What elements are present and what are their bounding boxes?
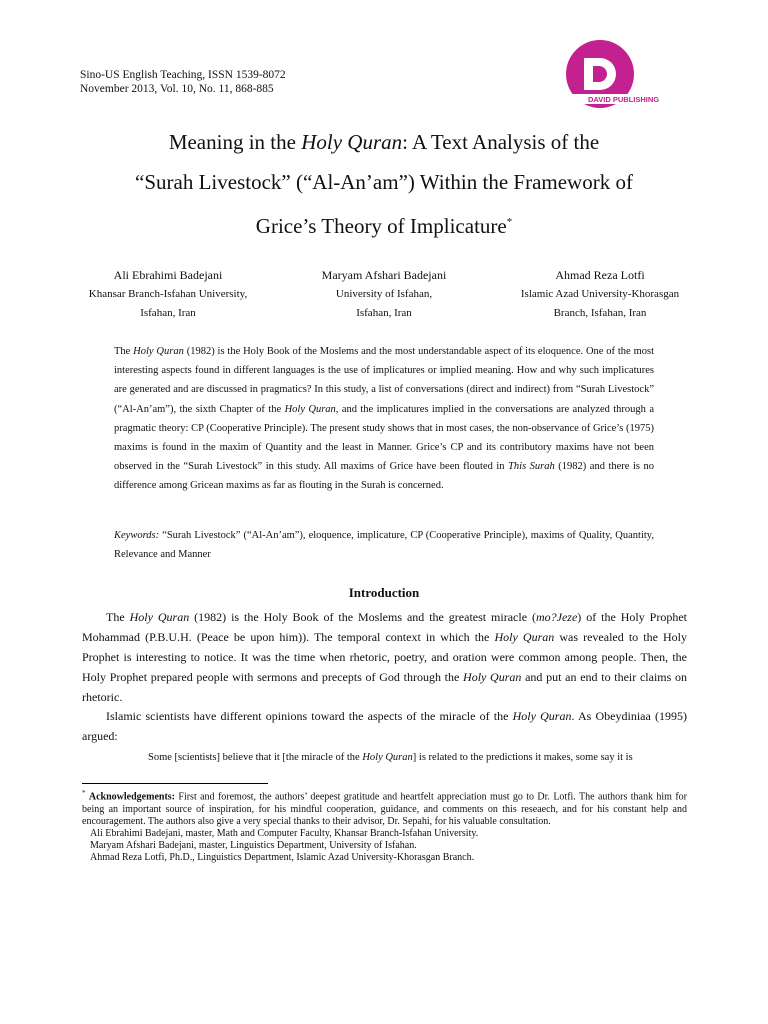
- author-list: [60, 266, 708, 323]
- keywords: Keywords: “Surah Livestock” (“Al-An’am”), eloquence, implicature, CP (Cooperative Principle), maxims of Quality, Quantity, Relevance and Manner: [114, 530, 654, 560]
- author-3: Ahmad Reza Lotfi Islamic Azad University-Khorasgan Branch, Isfahan, Iran: [520, 268, 680, 319]
- intro-paragraph-1: The Holy Quran (1982) is the Holy Book of the Moslems and the greatest miracle (mo?Jeze) of the Holy Prophet Mohammad (P.B.U.H. (Peace be upon him)). The temporal context in which the Holy Quran was revealed to the Holy Prophet is interesting to notice. It was the time when rhetoric, poetry, and oration were common among people. Then, the Holy Prophet prepared people with sermons and precepts of God through the Holy Quran and put an end to their claims on rhetoric.: [82, 610, 688, 704]
- abstract: The Holy Quran (1982) is the Holy Book of the Moslems and the most understandable aspect of its eloquence. One of the most interesting aspects found in different languages is the use of implicatures or implied meaning. How and why such implicatures are generated and are discussed in pragmatics? In this study, a list of conversations (direct and indirect) from “Surah Livestock” (“Al-An’am”), the sixth Chapter of the Holy Quran, and the implicatures implied in the conversations are analyzed through a pragmatic theory: CP (Cooperative Principle). The present study shows that in most cases, the non-observance of Grice’s (1975) maxims is found in the maxim of Quantity and the least in Manner. Grice’s CP and its contributory maxims have not been observed in the “Surah Livestock” in this study. All maxims of Grice have been flouted in This Surah (1982) and there is no difference among Gricean maxims as far as flouting in the Surah is concerned.: [114, 346, 654, 492]
- footnote-label: Acknowledgements:: [88, 791, 175, 803]
- publisher-logo: [562, 38, 702, 108]
- block-quote: Some [scientists] believe that it [the miracle of the Holy Quran] is related to the predictions it makes, some say it is: [148, 752, 633, 763]
- keywords-label: Keywords:: [114, 530, 160, 541]
- footnote: * Acknowledgements: First and foremost, the authors’ deepest gratitude and heartfelt appreciation must go to Dr. Lotfi. The authors thank him for being an important source of inspiration, for his mindful cooperation, guidance, and comments on this reseaech, and for his constant help and encouragement. The authors also give a very special thanks to their advisor, Dr. Sepahi, for his valuable consultation. Ali Ebrahimi Badejani, master, Math and Computer Faculty, Khansar Branch-Isfahan University. Maryam Afshari Badejani, master, Linguistics Department, University of Isfahan. Ahmad Reza Lotfi, Ph.D., Linguistics Department, Islamic Azad University-Khorasgan Branch.: [82, 789, 687, 864]
- paper-title: Meaning in the Holy Quran: A Text Analysis of the “Surah Livestock” (“Al-An’am”) Within the Framework of Grice’s Theory of Implicature*: [135, 130, 633, 238]
- footnote-author-3: Ahmad Reza Lotfi, Ph.D., Linguistics Department, Islamic Azad University-Khorasgan Branch.: [90, 852, 475, 864]
- footnote-divider: [82, 783, 268, 784]
- footnote-author-1: Ali Ebrahimi Badejani, master, Math and Computer Faculty, Khansar Branch-Isfahan University.: [90, 827, 479, 839]
- author-2: Maryam Afshari Badejani University of Isfahan, Isfahan, Iran: [321, 268, 447, 319]
- author-1: Ali Ebrahimi Badejani Khansar Branch-Isfahan University, Isfahan, Iran: [88, 268, 248, 319]
- footnote-author-2: Maryam Afshari Badejani, master, Linguistics Department, University of Isfahan.: [90, 840, 417, 852]
- logo-text: DAVID PUBLISHING: [588, 95, 660, 104]
- section-heading-introduction: Introduction: [348, 585, 420, 600]
- journal-issue: November 2013, Vol. 10, No. 11, 868-885: [80, 83, 274, 95]
- journal-info: [80, 68, 286, 96]
- intro-paragraph-2: Islamic scientists have different opinions toward the aspects of the miracle of the Holy Quran. As Obeydiniaa (1995) argued:: [82, 709, 687, 743]
- journal-issn: Sino-US English Teaching, ISSN 1539-8072: [80, 69, 286, 81]
